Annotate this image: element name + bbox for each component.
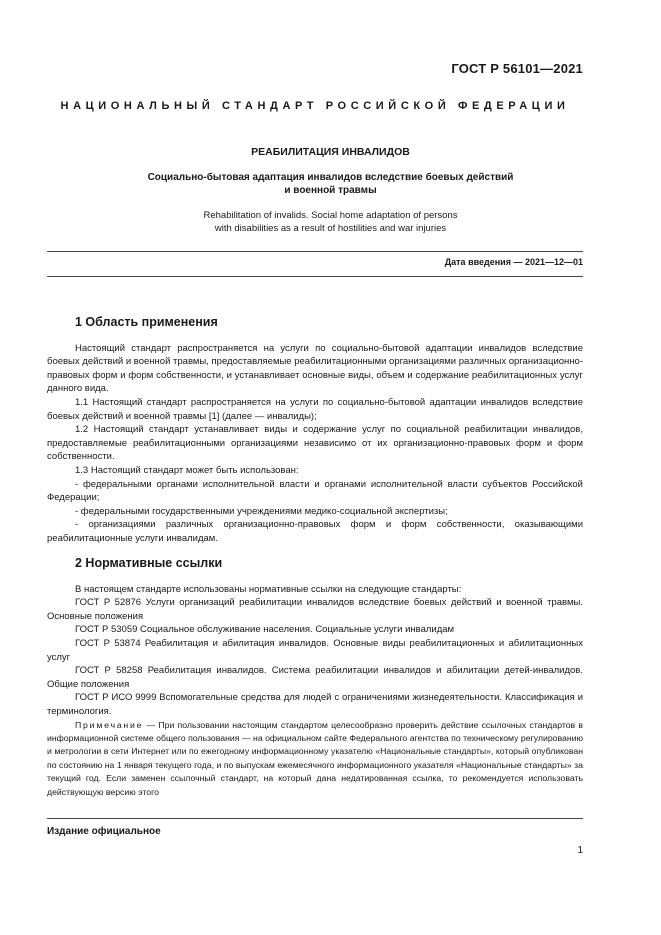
- english-title: [0, 210, 661, 235]
- list-item: - организациями различных организационно-правовых форм и форм собственности, оказывающими реабилитационные услуги инвалидам.: [47, 519, 583, 544]
- subtitle-line: и военной травмы: [284, 185, 377, 196]
- list-item: - федеральными государственными учреждениями медико-социальной экспертизы;: [75, 505, 448, 517]
- reference-item: ГОСТ Р 52876 Услуги организаций реабилитации инвалидов вследствие боевых действий и военной травмы. Основные положения: [47, 597, 583, 622]
- reference-item: ГОСТ Р 53874 Реабилитация и абилитация инвалидов. Основные виды реабилитационных и абилитационных услуг: [47, 637, 583, 663]
- reference-item: ГОСТ Р 53059 Социальное обслуживание населения. Социальные услуги инвалидам: [75, 624, 455, 636]
- divider-footer: [47, 818, 583, 819]
- list-item: - федеральными органами исполнительной власти и органами исполнительной власти субъектов Российской Федерации;: [47, 478, 583, 504]
- section-scope: [47, 316, 583, 546]
- paragraph: 1.1 Настоящий стандарт распространяется на услуги по социально-бытовой адаптации инвалидов вследствие боевых действий и военной травмы [1] (далее — инвалиды);: [47, 396, 583, 422]
- introduction-date: Дата введения — 2021—12—01: [444, 257, 583, 267]
- document-subtitle: [0, 171, 661, 197]
- paragraph: 1.3 Настоящий стандарт может быть использован:: [75, 464, 299, 476]
- section-normative-references: [47, 557, 583, 799]
- national-standard-header: НАЦИОНАЛЬНЫЙ СТАНДАРТ РОССИЙСКОЙ ФЕДЕРАЦИИ: [60, 100, 570, 112]
- english-title-line: Rehabilitation of invalids. Social home adaptation of persons: [203, 210, 458, 221]
- document-title: РЕАБИЛИТАЦИЯ ИНВАЛИДОВ: [251, 146, 410, 158]
- standard-number: ГОСТ Р 56101—2021: [451, 61, 583, 76]
- paragraph: В настоящем стандарте использованы нормативные ссылки на следующие стандарты:: [75, 583, 462, 595]
- section-heading: 2 Нормативные ссылки: [75, 556, 223, 570]
- subtitle-line: Социально-бытовая адаптация инвалидов вследствие боевых действий: [147, 172, 514, 183]
- note: [47, 719, 583, 799]
- note-label: Примечание: [75, 719, 144, 730]
- divider-date: [47, 276, 583, 277]
- reference-item: ГОСТ Р 58258 Реабилитация инвалидов. Система реабилитации инвалидов и абилитации детей-инвалидов. Общие положения: [47, 665, 583, 690]
- english-title-line: with disabilities as a result of hostilities and war injuries: [214, 222, 447, 234]
- reference-item: ГОСТ Р ИСО 9999 Вспомогательные средства для людей с ограничениями жизнедеятельности. Классификация и терминология.: [47, 692, 583, 717]
- paragraph: Настоящий стандарт распространяется на услуги по социально-бытовой адаптации инвалидов вследствие боевых действий и военной травмы, предоставляемые реабилитационными организациями различных организационно-правовых форм и форм собственности, и устанавливает основные виды, объем и содержание реабилитационных услуг данного вида.: [47, 342, 583, 395]
- page-number: 1: [577, 845, 583, 856]
- section-heading: 1 Область применения: [75, 315, 218, 329]
- official-edition-label: Издание официальное: [47, 826, 161, 837]
- note-text: — При пользовании настоящим стандартом целесообразно проверить действие ссылочных стандартов в информационной системе общего пользования — на официальном сайте Федерального агентства по техническому регулированию и метрологии в сети Интернет или по ежегодному информационному указателю «Национальные стандарты», который опубликован по состоянию на 1 января текущего года, и по выпускам ежемесячного информационного указателя «Национальные стандарты» за текущий год. Если заменен ссылочный стандарт, на который дана недатированная ссылка, то рекомендуется использовать действующую версию этого: [47, 719, 583, 797]
- divider-top: [47, 251, 583, 252]
- paragraph: 1.2 Настоящий стандарт устанавливает виды и содержание услуг по социальной реабилитации инвалидов, предоставляемые реабилитационными организациями независимо от их организационно-правовых форм и форм собственности.: [47, 424, 583, 463]
